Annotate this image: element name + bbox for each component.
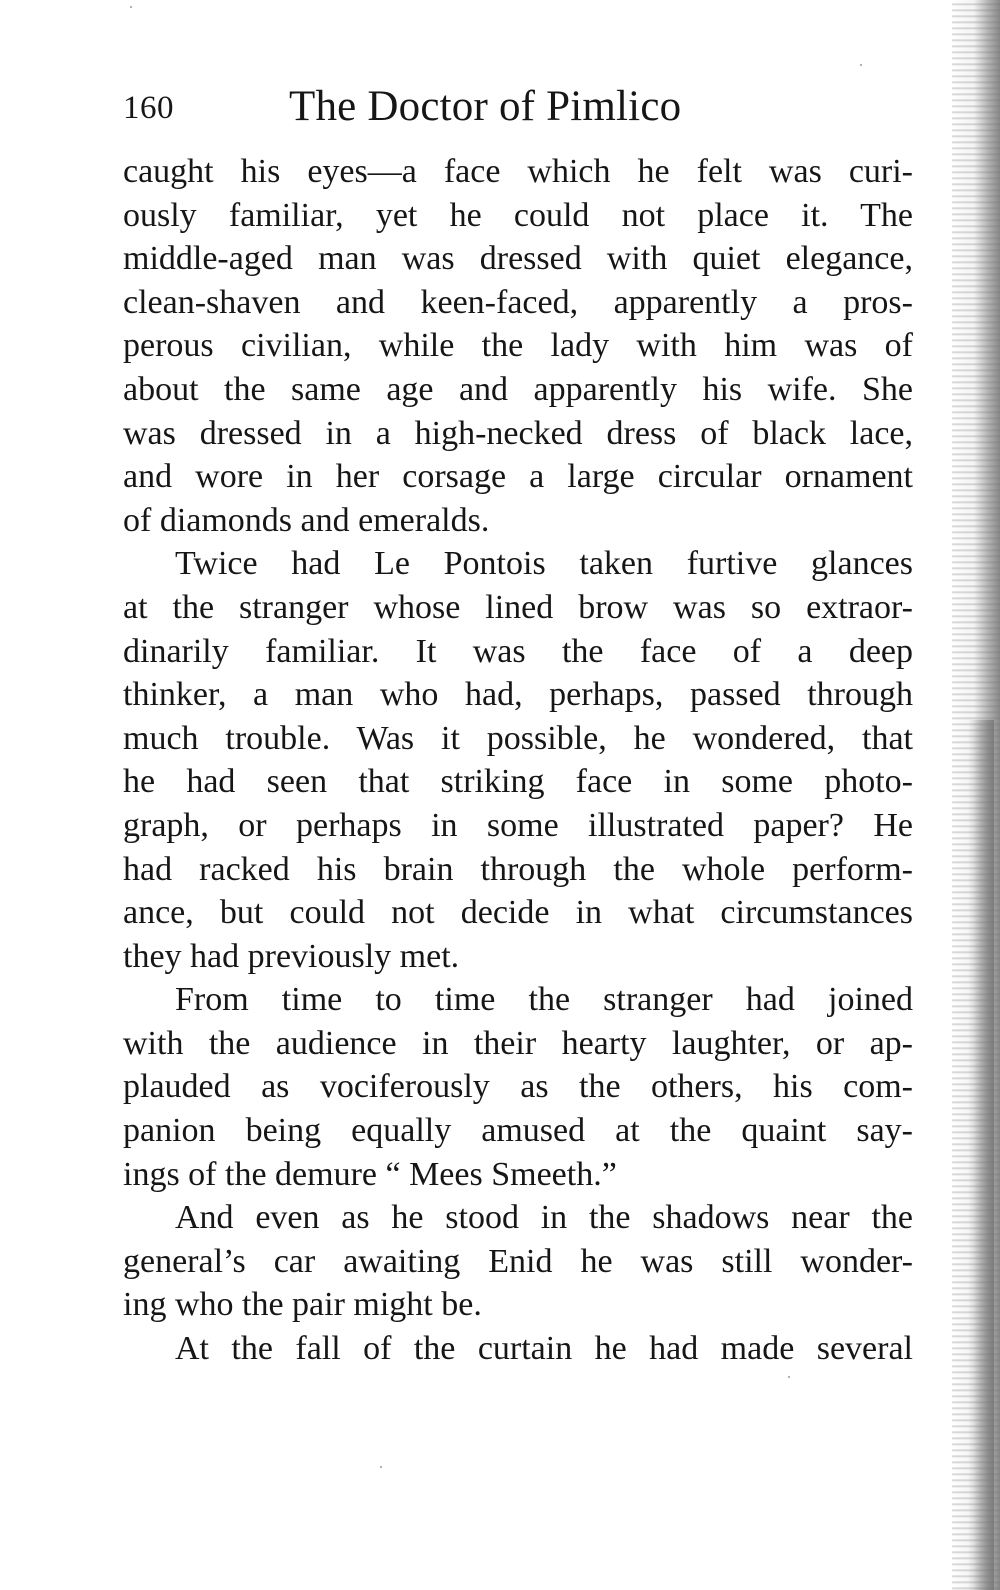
text-line: general’s car awaiting Enid he was still wonder- bbox=[123, 1242, 913, 1280]
text-line: about the same age and apparently his wife. She bbox=[123, 370, 913, 408]
text-line: From time to time the stranger had joined bbox=[175, 981, 913, 1019]
text-line: perous civilian, while the lady with him was of bbox=[123, 327, 913, 365]
text-line: and wore in her corsage a large circular ornament bbox=[123, 458, 913, 496]
text-line: with the audience in their hearty laughter, or ap- bbox=[123, 1024, 913, 1062]
text-line: Twice had Le Pontois taken furtive glances bbox=[175, 545, 913, 583]
text-line: middle-aged man was dressed with quiet elegance, bbox=[123, 240, 913, 278]
text-line: had racked his brain through the whole perform- bbox=[123, 850, 913, 888]
body-text bbox=[123, 150, 913, 1371]
text-line: was dressed in a high-necked dress of black lace, bbox=[123, 414, 913, 452]
text-line: ing who the pair might be. bbox=[123, 1286, 482, 1324]
text-line: of diamonds and emeralds. bbox=[123, 501, 490, 539]
text-line: he had seen that striking face in some photo- bbox=[123, 763, 913, 801]
text-line: dinarily familiar. It was the face of a deep bbox=[123, 632, 913, 670]
text-line: thinker, a man who had, perhaps, passed through bbox=[123, 676, 913, 714]
page-header bbox=[123, 82, 913, 132]
text-line: ance, but could not decide in what circumstances bbox=[123, 894, 913, 932]
text-line: caught his eyes—a face which he felt was curi- bbox=[123, 153, 913, 190]
text-line: ously familiar, yet he could not place it. The bbox=[123, 196, 913, 234]
text-line: At the fall of the curtain he had made several bbox=[175, 1330, 913, 1368]
text-line: graph, or perhaps in some illustrated paper? He bbox=[123, 806, 913, 844]
page-number: 160 bbox=[123, 90, 174, 126]
text-line: much trouble. Was it possible, he wondered, that bbox=[123, 719, 913, 757]
scan-speck bbox=[788, 1376, 790, 1378]
text-line: at the stranger whose lined brow was so extraor- bbox=[123, 588, 913, 626]
text-line: clean-shaven and keen-faced, apparently a pros- bbox=[123, 283, 913, 321]
page-gutter-edge bbox=[952, 0, 1000, 1590]
text-line: they had previously met. bbox=[123, 937, 460, 975]
scan-speck bbox=[130, 6, 132, 8]
text-line: plauded as vociferously as the others, his com- bbox=[123, 1068, 913, 1106]
text-line: ings of the demure “ Mees Smeeth.” bbox=[123, 1155, 617, 1193]
running-title: The Doctor of Pimlico bbox=[289, 83, 682, 130]
scan-speck bbox=[860, 64, 862, 66]
text-line: And even as he stood in the shadows near the bbox=[175, 1199, 913, 1237]
scan-speck bbox=[380, 1466, 382, 1468]
text-line: panion being equally amused at the quaint say- bbox=[123, 1112, 913, 1150]
